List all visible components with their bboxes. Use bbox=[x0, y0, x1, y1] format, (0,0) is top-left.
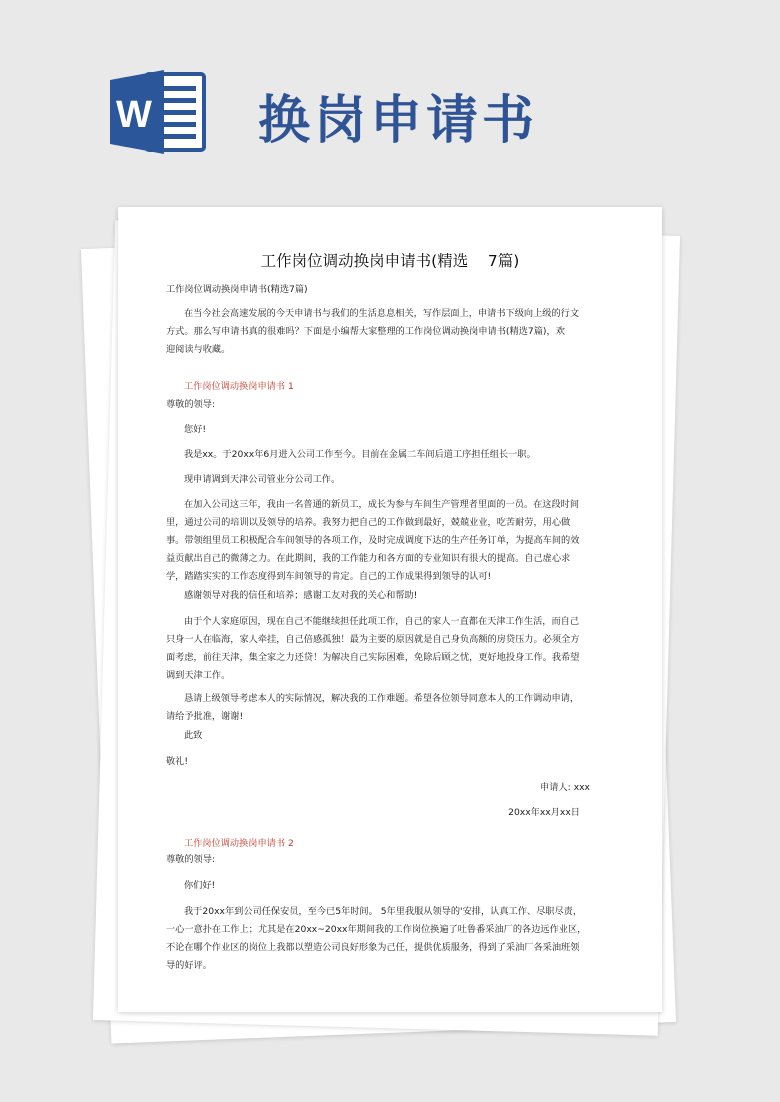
signer: 申请人: xxx bbox=[540, 782, 590, 793]
paragraph-line: 事。带领组里员工积极配合车间领导的各项工作，及时完成调度下达的生产任务订单，为提高车间的效 bbox=[166, 535, 580, 546]
banner-title: 换岗申请书 bbox=[258, 90, 539, 151]
document-subtitle: 工作岗位调动换岗申请书(精选7篇) bbox=[166, 284, 308, 295]
svg-text:W: W bbox=[116, 94, 152, 136]
salutation: 尊敬的领导: bbox=[166, 854, 216, 865]
paragraph-line: 一心一意扑在工作上；尤其是在20xx~20xx年期间我的工作岗位换遍了吐鲁番采油厂的各边远作业区， bbox=[166, 924, 587, 935]
greeting: 您好! bbox=[184, 424, 207, 435]
salutation: 尊敬的领导: bbox=[166, 399, 216, 410]
closing: 敬礼! bbox=[166, 756, 189, 767]
banner bbox=[0, 0, 780, 190]
paragraph-line: 由于个人家庭原因，现在自己不能继续担任此项工作，自己的家人一直都在天津工作生活，而自己 bbox=[184, 616, 580, 627]
paragraph-line: 学，踏踏实实的工作态度得到车间领导的肯定。自己的工作成果得到领导的认可! bbox=[166, 571, 492, 582]
intro-line: 在当今社会高速发展的今天申请书与我们的生活息息相关，写作层面上，申请书下级向上级的行文 bbox=[184, 308, 580, 319]
paragraph: 现申请调到天津公司管业分公司工作。 bbox=[184, 474, 341, 485]
greeting: 你们好! bbox=[184, 880, 216, 891]
closing: 此致 bbox=[184, 730, 203, 741]
document-title: 工作岗位调动换岗申请书(精选 7篇) bbox=[260, 252, 520, 270]
paragraph-line: 在加入公司这三年，我由一名普通的新员工，成长为参与车间生产管理者里面的一员。在这段时间 bbox=[184, 499, 580, 510]
paragraph-line: 恳请上级领导考虑本人的实际情况，解决我的工作难题。希望各位领导同意本人的工作调动申请， bbox=[184, 693, 580, 704]
paragraph-line: 不论在哪个作业区的岗位上我都以塑造公司良好形象为己任，提供优质服务，得到了采油厂各采油班领 bbox=[166, 942, 580, 953]
paragraph-line: 我于20xx年到公司任保安员，至今已5年时间。 5年里我服从领导的'安排，认真工作、尽职尽责， bbox=[184, 906, 583, 917]
paragraph-line: 请给予批准，谢谢! bbox=[166, 711, 244, 722]
intro-line: 方式。那么写申请书真的很难吗？下面是小编帮大家整理的工作岗位调动换岗申请书(精选7篇)，欢 bbox=[166, 326, 565, 337]
paragraph-line: 调到天津工作。 bbox=[166, 670, 231, 681]
paragraph-line: 只身一人在临海，家人牵挂，自己倍感孤独！最为主要的原因就是自己身负高额的房贷压力。必须全方 bbox=[166, 634, 580, 645]
paragraph-line: 面考虑，前往天津，集全家之力还贷！为解决自己实际困难，免除后顾之忧，更好地投身工作。我希望 bbox=[166, 652, 580, 663]
document-page bbox=[118, 207, 662, 1012]
paragraph: 我是xx。于20xx年6月进入公司工作至今。目前在金属二车间后道工序担任组长一职。 bbox=[184, 449, 536, 460]
word-icon bbox=[108, 68, 208, 156]
paragraph-line: 益贡献出自己的微薄之力。在此期间，我的工作能力和各方面的专业知识有很大的提高。自己虚心求 bbox=[166, 553, 571, 564]
paragraph-line: 导的好评。 bbox=[166, 960, 212, 971]
paragraph: 感谢领导对我的信任和培养；感谢工友对我的关心和帮助! bbox=[184, 590, 418, 601]
paragraph-line: 里，通过公司的培训以及领导的培养。我努力把自己的工作做到最好，兢兢业业，吃苦耐劳，用心做 bbox=[166, 517, 571, 528]
section-heading-2: 工作岗位调动换岗申请书 2 bbox=[184, 838, 294, 849]
section-heading-1: 工作岗位调动换岗申请书 1 bbox=[184, 381, 294, 392]
intro-line: 迎阅读与收藏。 bbox=[166, 344, 231, 355]
date: 20xx年xx月xx日 bbox=[508, 807, 580, 818]
